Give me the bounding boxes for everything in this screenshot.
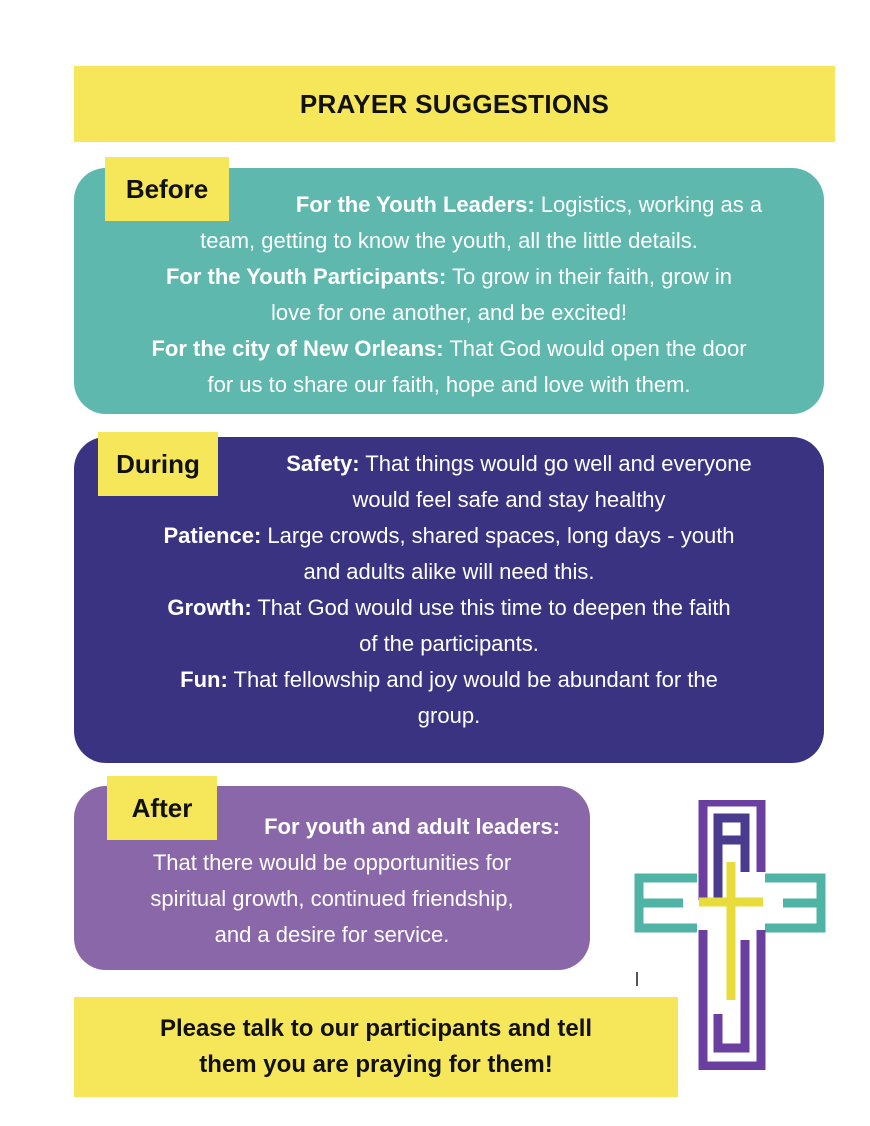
during-item-2-cont: and adults alike will need this. (303, 559, 595, 584)
cross-logo-icon (633, 800, 827, 1070)
before-item-2 (74, 262, 824, 292)
before-item-1-cont: team, getting to know the youth, all the little details. (200, 228, 698, 253)
during-item-2-text: Large crowds, shared spaces, long days - youth (261, 523, 735, 548)
during-tag: During (98, 432, 218, 496)
after-tag: After (107, 776, 217, 840)
after-line-3: and a desire for service. (214, 922, 450, 947)
after-line-2: spiritual growth, continued friendship, (150, 886, 514, 911)
before-item-1-text: Logistics, working as a (534, 192, 763, 217)
before-tag: Before (105, 157, 229, 221)
before-item-2-cont: love for one another, and be excited! (271, 300, 627, 325)
closing-line-2: them you are praying for them! (199, 1051, 553, 1078)
before-item-2-label: For the Youth Participants: (165, 264, 447, 289)
closing-banner (74, 997, 678, 1097)
during-item-4 (74, 665, 824, 695)
before-item-3-label: For the city of New Orleans: (151, 336, 444, 361)
before-item-1-label: For the Youth Leaders: (295, 192, 535, 217)
during-item-3-label: Growth: (167, 595, 252, 620)
during-item-2-label: Patience: (163, 523, 262, 548)
during-item-1-cont: would feel safe and stay healthy (352, 487, 666, 512)
before-item-3-text: That God would open the door (443, 336, 747, 361)
during-item-1-label: Safety: (286, 451, 360, 476)
before-item-3 (74, 334, 824, 364)
during-item-3-text: That God would use this time to deepen the faith (251, 595, 731, 620)
page-title: PRAYER SUGGESTIONS (74, 66, 835, 142)
during-item-3 (74, 593, 824, 623)
during-item-4-cont: group. (417, 703, 481, 728)
during-item-4-label: Fun: (180, 667, 228, 692)
before-item-2-text: To grow in their faith, grow in (446, 264, 733, 289)
before-item-3-cont: for us to share our faith, hope and love with them. (207, 372, 691, 397)
after-line-1: That there would be opportunities for (152, 850, 512, 875)
during-item-3-cont: of the participants. (359, 631, 539, 656)
during-item-1-text: That things would go well and everyone (359, 451, 752, 476)
closing-line-1: Please talk to our participants and tell (159, 1015, 593, 1042)
during-item-2 (74, 521, 824, 551)
during-item-4-text: That fellowship and joy would be abundant for the (227, 667, 718, 692)
after-label: For youth and adult leaders: (264, 814, 560, 839)
